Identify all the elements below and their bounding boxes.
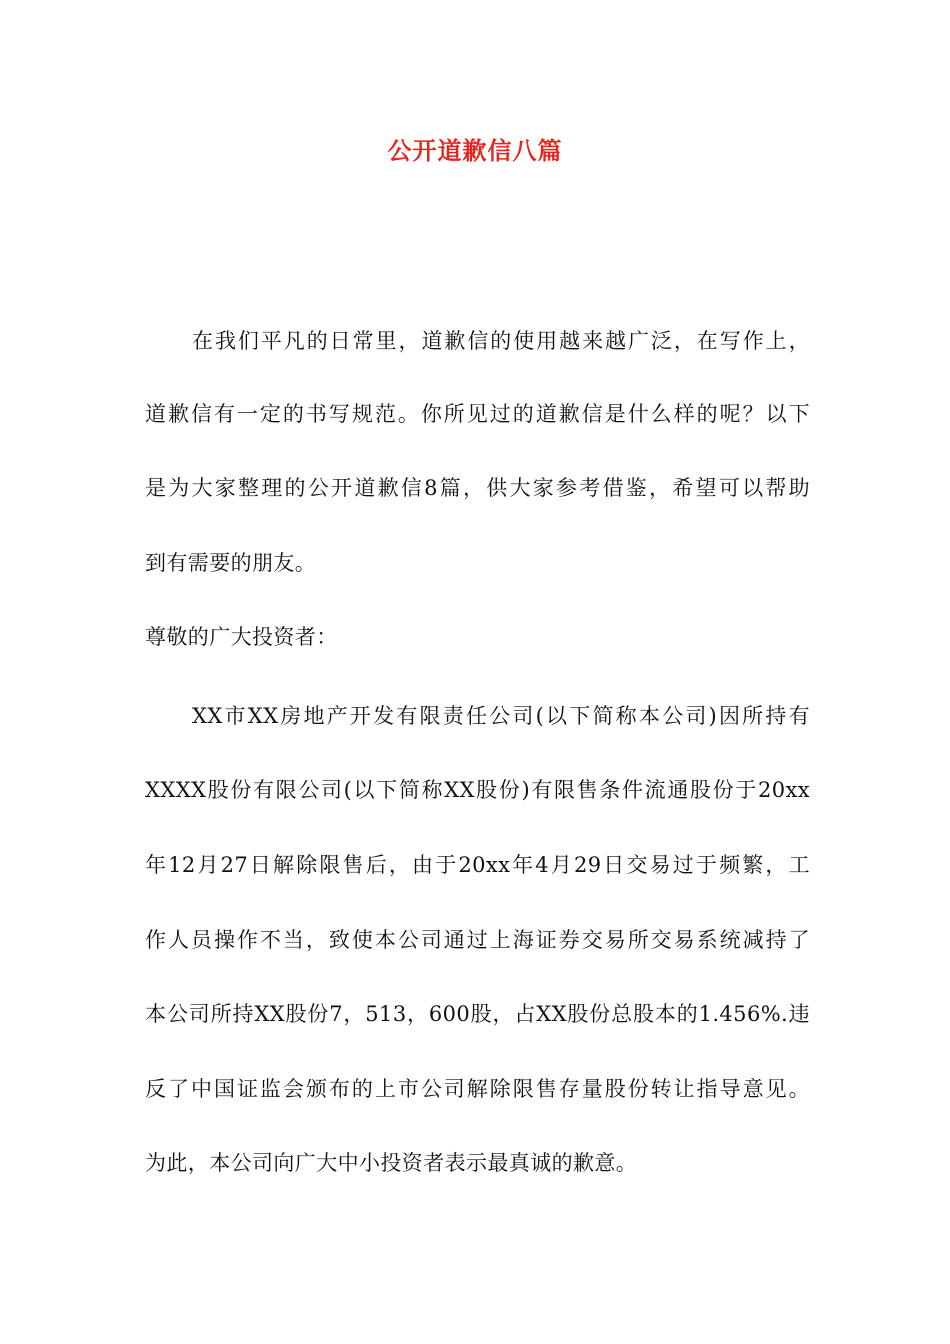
- paragraph-line: XX市XX房地产开发有限责任公司(以下简称本公司)因所持有: [192, 704, 810, 728]
- paragraph-line: 年12月27日解除限售后，由于20xx年4月29日交易过于频繁，工: [145, 853, 810, 877]
- paragraph-line: 是为大家整理的公开道歉信8篇，供大家参考借鉴，希望可以帮助: [145, 476, 810, 500]
- paragraph-line: 为此，本公司向广大中小投资者表示最真诚的歉意。: [145, 1151, 638, 1175]
- paragraph-line: 反了中国证监会颁布的上市公司解除限售存量股份转让指导意见。: [145, 1077, 810, 1101]
- paragraph-line: 到有需要的朋友。: [145, 551, 317, 575]
- paragraph-line: 作人员操作不当，致使本公司通过上海证券交易所交易系统减持了: [145, 928, 810, 952]
- paragraph-line: 本公司所持XX股份7，513，600股，占XX股份总股本的1.456%.违: [145, 1002, 810, 1026]
- salutation: 尊敬的广大投资者：: [145, 625, 338, 649]
- paragraph-line: 在我们平凡的日常里，道歉信的使用越来越广泛，在写作上，: [192, 329, 810, 353]
- paragraph-line: 道歉信有一定的书写规范。你所见过的道歉信是什么样的呢？以下: [145, 402, 810, 426]
- paragraph-line: XXXX股份有限公司(以下简称XX股份)有限售条件流通股份于20xx: [145, 778, 810, 802]
- document-title: 公开道歉信八篇: [387, 137, 563, 165]
